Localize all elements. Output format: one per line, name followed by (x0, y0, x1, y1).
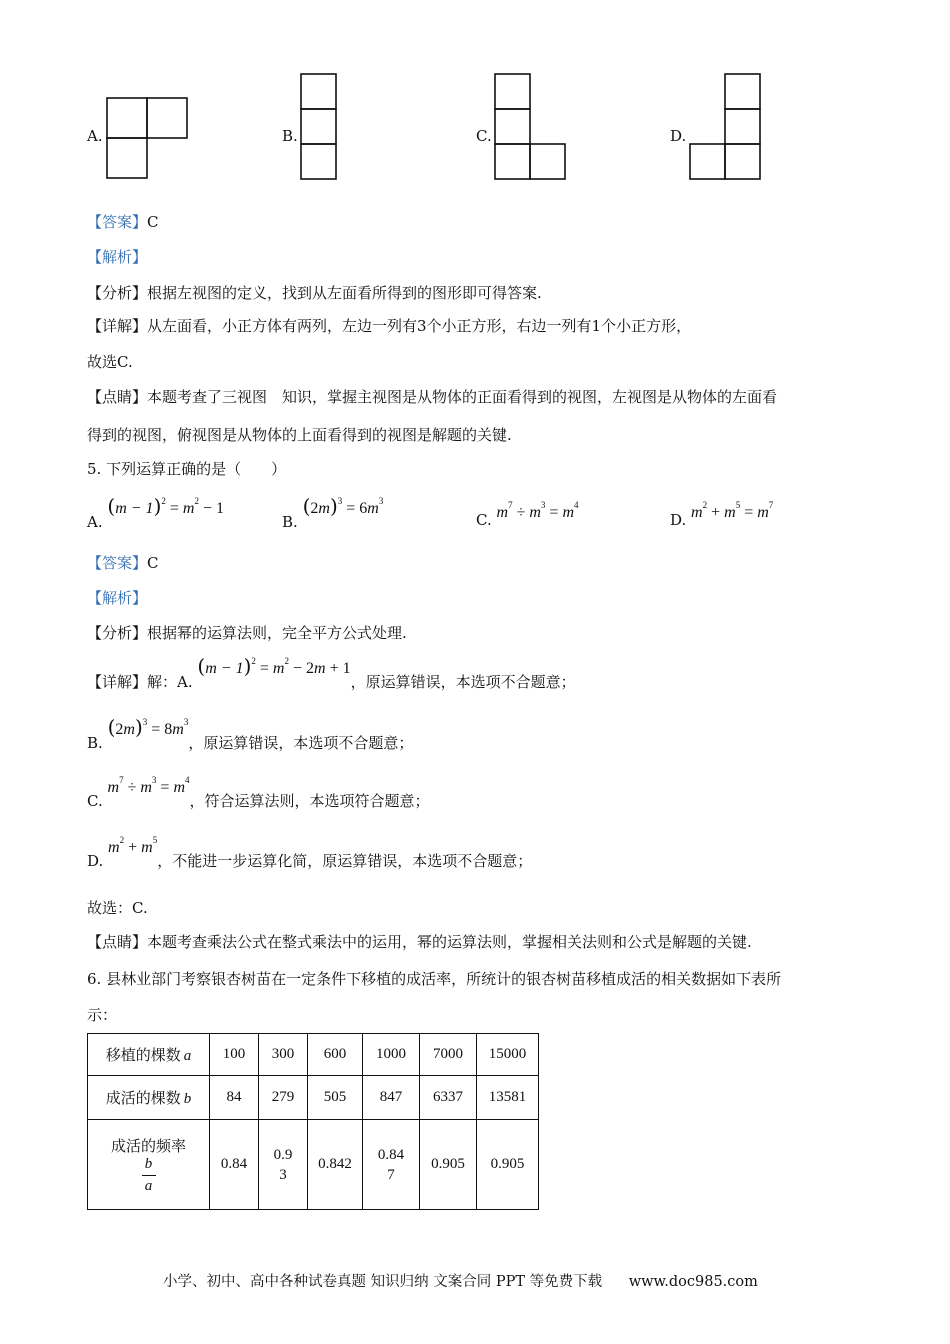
q5-option-b-label: B. (282, 513, 298, 531)
table-row (88, 1120, 539, 1210)
q5-dianjing-line (87, 931, 752, 952)
q5-option-b-formula: $(2m)^3 = 6m^3$ (302, 494, 384, 518)
table-cell: 847 (363, 1076, 420, 1120)
q4-option-b (282, 127, 298, 145)
row2-var: b (183, 1091, 192, 1107)
q5-detail-b-formula: $(2m)^3 = 8m^3$ (107, 715, 189, 739)
table-cell: 600 (308, 1034, 363, 1076)
table-cell: 7000 (420, 1034, 477, 1076)
q5-xiangjie-prefix: 解：A. (147, 673, 193, 691)
q5-line-d-label: D. (87, 852, 104, 870)
table-cell: 84 (210, 1076, 259, 1120)
q4-dianjing-line (87, 386, 777, 407)
row2-label: 成活的棵数 (105, 1091, 181, 1107)
q5-line-d: ，不能进一步运算化简，原运算错误，本选项不合题意； (157, 852, 533, 870)
q5-line-b: ，原运算错误，本选项不合题意； (188, 734, 414, 752)
table-cell: 505 (308, 1076, 363, 1120)
q5-option-d-label: D. (670, 511, 687, 529)
q4-option-a (87, 127, 103, 145)
q5-guxuan: 故选：C. (87, 899, 148, 917)
row1-label: 移植的棵数 (105, 1048, 181, 1064)
q4-option-c (476, 127, 492, 145)
table-cell: 0.842 (308, 1120, 363, 1210)
row1-header (88, 1034, 210, 1076)
table-cell: 0.84 7 (363, 1120, 420, 1210)
table-cell: 6337 (420, 1076, 477, 1120)
q4-option-a-figure (105, 96, 189, 181)
q4-dianjing-1: 本题考查了三视图 知识，掌握主视图是从物体的正面看得到的视图，左视图是从物体的左面看 (147, 388, 778, 406)
row3-header (88, 1120, 210, 1210)
q5-xiangjie-tag: 【详解】 (87, 673, 148, 691)
q5-detail-c-formula: $m^7 \div m^3 = m^4$ (107, 775, 190, 796)
q5-option-a-label: A. (87, 513, 103, 531)
q5-option-c (476, 500, 579, 529)
q5-detail-d-formula: $m^2 + m^5$ (108, 835, 158, 856)
table-cell: 300 (259, 1034, 308, 1076)
q5-fenxi: 根据幂的运算法则，完全平方公式处理. (147, 624, 407, 642)
q5-answer-line (87, 552, 159, 573)
q4-dianjing-tag: 【点睛】 (87, 388, 148, 406)
q5-option-c-formula: $m^7 \div m^3 = m^4$ (496, 500, 579, 521)
q4-analysis-tag: 【解析】 (87, 248, 148, 266)
q4-fenxi-line (87, 282, 542, 303)
q4-option-c-figure (493, 72, 569, 182)
q4-answer-tag: 【答案】 (87, 213, 148, 231)
table-cell: 1000 (363, 1034, 420, 1076)
table-cell: 13581 (477, 1076, 539, 1120)
row3-label: 成活的频率 (110, 1138, 186, 1155)
q6-data-table (87, 1033, 539, 1210)
table-cell: 0.84 (210, 1120, 259, 1210)
q4-option-d-figure (688, 72, 764, 182)
fraction-bar (142, 1175, 156, 1176)
q5-option-a (87, 494, 224, 531)
footer-url[interactable]: www.doc985.com (628, 1274, 758, 1290)
q4-fenxi-tag: 【分析】 (87, 284, 148, 302)
q4-answer-line (87, 211, 159, 232)
table-cell: 0.9 3 (259, 1120, 308, 1210)
q5-stem: 5. 下列运算正确的是（ ） (87, 460, 287, 478)
q4-option-b-label: B. (282, 127, 298, 145)
q5-option-b (282, 494, 383, 531)
table-cell: 0.905 (477, 1120, 539, 1210)
q4-dianjing-line-2: 得到的视图，俯视图是从物体的上面看得到的视图是解题的关键. (87, 426, 512, 444)
q4-answer: C (147, 213, 159, 231)
q4-option-d-label: D. (670, 127, 687, 145)
q5-dianjing-tag: 【点睛】 (87, 933, 148, 951)
q5-fenxi-line (87, 622, 407, 643)
table-cell: 279 (259, 1076, 308, 1120)
q4-fenxi: 根据左视图的定义，找到从左面看所得到的图形即可得答案. (147, 284, 542, 302)
footer (163, 1270, 758, 1291)
q4-option-d (670, 127, 686, 145)
q5-answer-tag: 【答案】 (87, 554, 148, 572)
q5-detail-a (87, 654, 576, 692)
table-cell: 0.905 (420, 1120, 477, 1210)
q5-line-c-label: C. (87, 792, 103, 810)
row2-header (88, 1076, 210, 1120)
footer-text: 小学、初中、高中各种试卷真题 知识归纳 文案合同 PPT 等免费下载 (163, 1274, 603, 1290)
row1-var: a (183, 1048, 192, 1064)
q6-stem-line-2: 示： (87, 1006, 118, 1024)
table-row (88, 1076, 539, 1120)
q5-detail-c (87, 775, 430, 811)
q4-option-b-figure (299, 72, 339, 182)
q5-option-a-formula: $(m - 1)^2 = m^2 - 1$ (107, 494, 224, 518)
q5-detail-b (87, 715, 413, 753)
q5-answer: C (147, 554, 159, 572)
row3-fraction (142, 1156, 156, 1195)
q5-option-c-label: C. (476, 511, 492, 529)
q5-line-a: ，原运算错误，本选项不合题意； (350, 673, 576, 691)
q5-detail-d (87, 835, 532, 871)
q5-line-b-label: B. (87, 734, 103, 752)
q5-dianjing: 本题考查乘法公式在整式乘法中的运用，幂的运算法则，掌握相关法则和公式是解题的关键. (147, 933, 752, 951)
q4-option-a-label: A. (87, 127, 103, 145)
q5-analysis-tag: 【解析】 (87, 589, 148, 607)
q6-stem-line-1: 6. 县林业部门考察银杏树苗在一定条件下移植的成活率，所统计的银杏树苗移植成活的相关数据如下表所 (87, 970, 782, 988)
q5-detail-a-formula: $(m - 1)^2 = m^2 - 2m + 1$ (197, 654, 351, 678)
table-row (88, 1034, 539, 1076)
q4-xiangjie: 从左面看，小正方体有两列，左边一列有3个小正方形，右边一列有1个小正方形， (147, 317, 692, 335)
q4-xiangjie-line (87, 315, 691, 336)
table-cell: 100 (210, 1034, 259, 1076)
q4-xiangjie-tag: 【详解】 (87, 317, 148, 335)
q5-fenxi-tag: 【分析】 (87, 624, 148, 642)
q4-guxuan: 故选C. (87, 353, 133, 371)
fraction-denominator: a (144, 1177, 153, 1194)
q5-option-d (670, 500, 773, 529)
q5-line-c: ，符合运算法则，本选项符合题意； (189, 792, 430, 810)
table-cell: 15000 (477, 1034, 539, 1076)
q4-option-c-label: C. (476, 127, 492, 145)
q5-option-d-formula: $m^2 + m^5 = m^7$ (691, 500, 774, 521)
fraction-numerator: b (144, 1155, 153, 1172)
